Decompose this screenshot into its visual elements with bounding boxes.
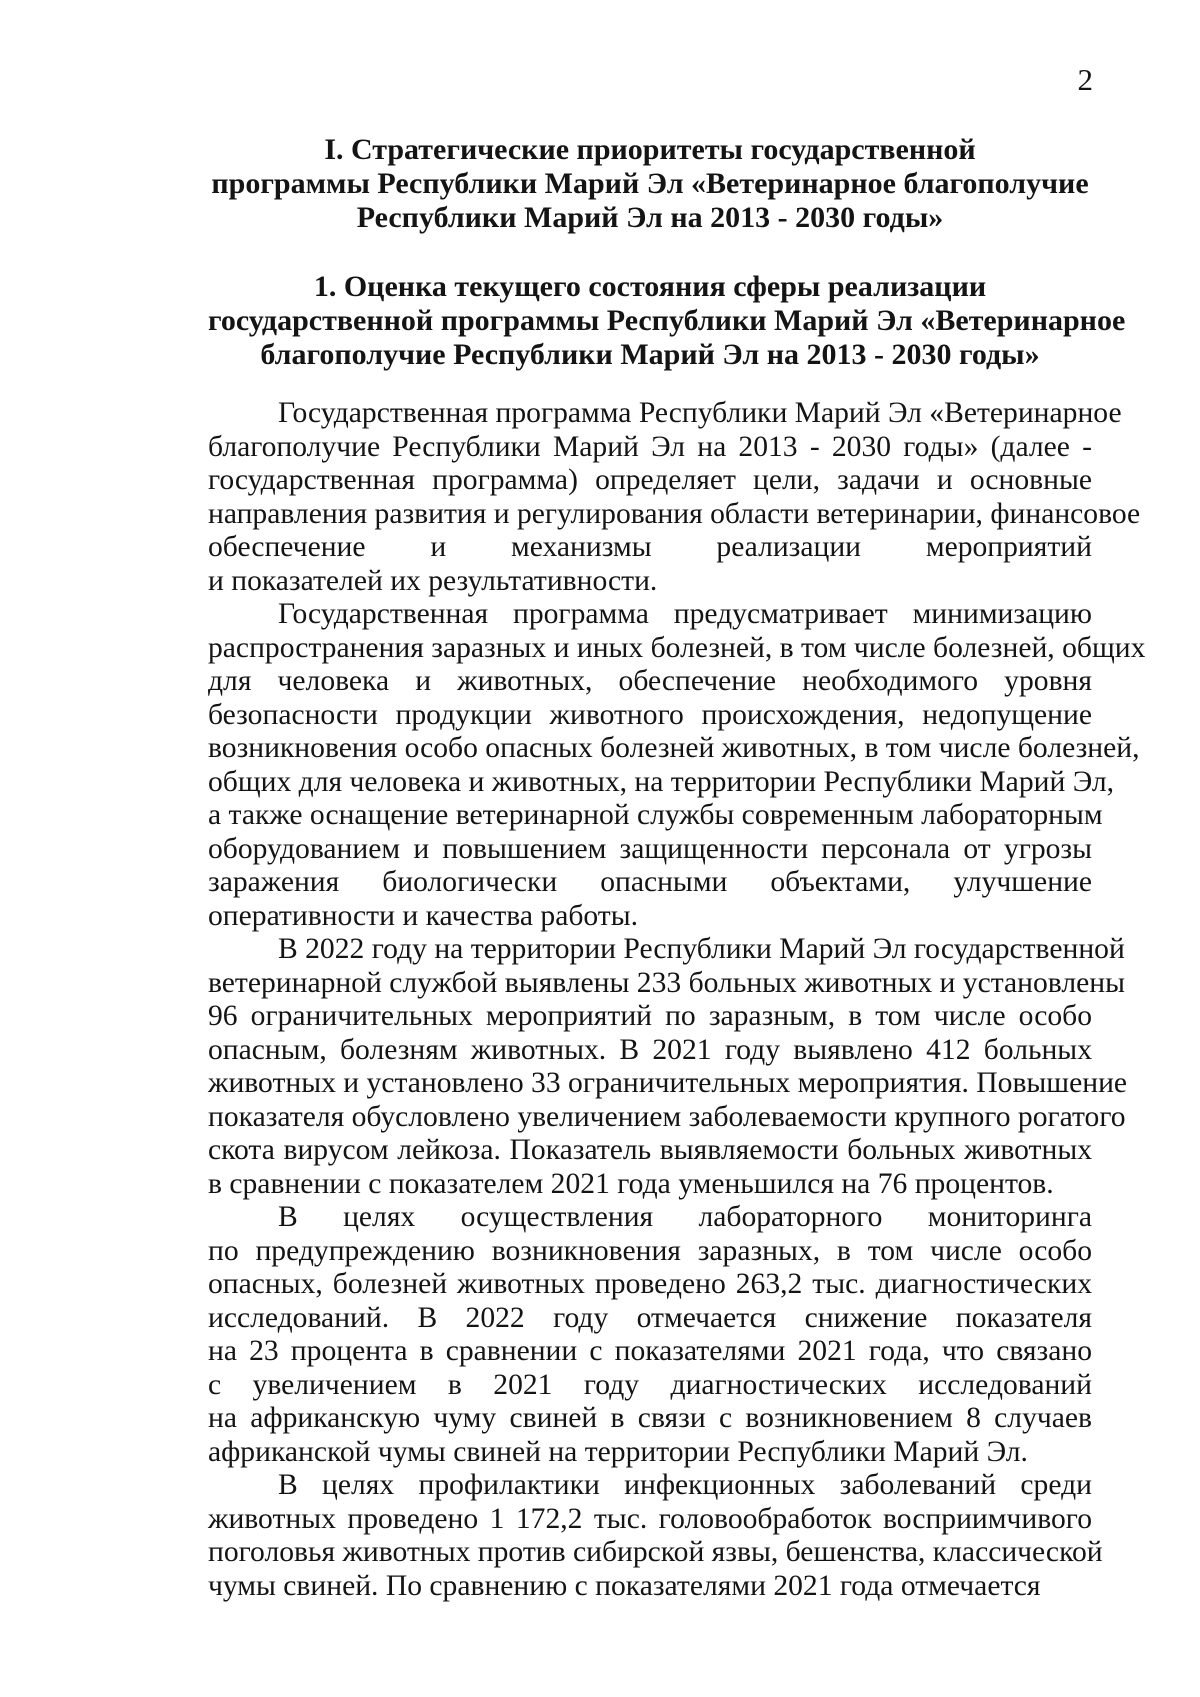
paragraph-line: направления развития и регулирования области ветеринарии, финансовое <box>208 497 1141 530</box>
heading-line: I. Стратегические приоритеты государственной <box>324 133 976 166</box>
paragraph-line: опасных, болезней животных проведено 263,2 тыс. диагностических <box>208 1268 1092 1300</box>
paragraph-line: оперативности и качества работы. <box>208 899 639 932</box>
paragraph-line: заражения биологически опасными объектами, улучшение <box>208 866 1092 898</box>
paragraph-line: обеспечение и механизмы реализации мероприятий <box>208 531 1092 563</box>
paragraph <box>208 1469 1103 1603</box>
paragraph-line: В целях осуществления лабораторного мониторинга <box>278 1201 1092 1233</box>
paragraph-line: исследований. В 2022 году отмечается снижение показателя <box>208 1301 1092 1334</box>
paragraph-line: оборудованием и повышением защищенности персонала от угрозы <box>208 832 1092 865</box>
heading-line: государственной программы Республики Марий Эл «Ветеринарное <box>208 304 1126 337</box>
paragraph-line: Государственная программа предусматривает минимизацию <box>278 598 1092 630</box>
paragraph-line: благополучие Республики Марий Эл на 2013 - 2030 годы» (далее - <box>208 430 1092 463</box>
paragraph-line: показателя обусловлено увеличением заболеваемости крупного рогатого <box>208 1100 1126 1133</box>
paragraph-line: а также оснащение ветеринарной службы современным лабораторным <box>208 799 1103 831</box>
page-number: 2 <box>1077 62 1093 97</box>
paragraph-line: поголовья животных против сибирской язвы, бешенства, классической <box>208 1536 1103 1568</box>
paragraph-line: для человека и животных, обеспечение необходимого уровня <box>208 665 1092 697</box>
paragraph-line: В 2022 году на территории Республики Марий Эл государственной <box>278 933 1125 965</box>
heading-line: Республики Марий Эл на 2013 - 2030 годы» <box>356 201 944 234</box>
paragraph-line: опасным, болезням животных. В 2021 году выявлено 412 больных <box>208 1033 1092 1066</box>
paragraph-line: общих для человека и животных, на территории Республики Марий Эл, <box>208 765 1115 798</box>
section-heading <box>208 133 1092 235</box>
paragraph-line: животных и установлено 33 ограничительных мероприятия. Повышение <box>208 1067 1128 1099</box>
paragraph-line: 96 ограничительных мероприятий по заразным, в том числе особо <box>208 1000 1092 1032</box>
paragraph-line: с увеличением в 2021 году диагностических исследований <box>208 1368 1092 1401</box>
paragraph-line: и показателей их результативности. <box>208 564 658 597</box>
paragraph-line: распространения заразных и иных болезней, в том числе болезней, общих <box>208 631 1146 664</box>
paragraph-line: безопасности продукции животного происхождения, недопущение <box>208 698 1092 731</box>
paragraph-line: Государственная программа Республики Марий Эл «Ветеринарное <box>278 397 1122 429</box>
paragraph <box>208 933 1128 1201</box>
heading-line: благополучие Республики Марий Эл на 2013 - 2030 годы» <box>260 338 1040 371</box>
paragraph-line: государственная программа) определяет цели, задачи и основные <box>208 464 1092 496</box>
paragraph-line: на африканскую чуму свиней в связи с возникновением 8 случаев <box>208 1402 1092 1434</box>
paragraph-line: животных проведено 1 172,2 тыс. головообработок восприимчивого <box>208 1502 1092 1535</box>
heading-line: 1. Оценка текущего состояния сферы реализации <box>313 270 987 303</box>
paragraph-line: африканской чумы свиней на территории Республики Марий Эл. <box>208 1435 1028 1468</box>
paragraph-line: по предупреждению возникновения заразных, в том числе особо <box>208 1234 1092 1267</box>
subsection-heading <box>208 270 1126 372</box>
paragraph-line: в сравнении с показателем 2021 года уменьшился на 76 процентов. <box>208 1167 1054 1200</box>
paragraph-line: возникновения особо опасных болезней животных, в том числе болезней, <box>208 732 1140 764</box>
paragraph-line: ветеринарной службой выявлены 233 больных животных и установлены <box>208 966 1125 999</box>
paragraph-line: на 23 процента в сравнении с показателями 2021 года, что связано <box>208 1335 1092 1367</box>
paragraph <box>208 598 1146 933</box>
heading-line: программы Республики Марий Эл «Ветеринарное благополучие <box>211 167 1089 200</box>
paragraph <box>208 1201 1092 1469</box>
paragraph <box>208 397 1141 598</box>
body-text <box>208 397 1146 1603</box>
paragraph-line: скота вирусом лейкоза. Показатель выявляемости больных животных <box>208 1134 1092 1166</box>
paragraph-line: чумы свиней. По сравнению с показателями 2021 года отмечается <box>208 1569 1041 1602</box>
paragraph-line: В целях профилактики инфекционных заболеваний среди <box>278 1469 1092 1501</box>
